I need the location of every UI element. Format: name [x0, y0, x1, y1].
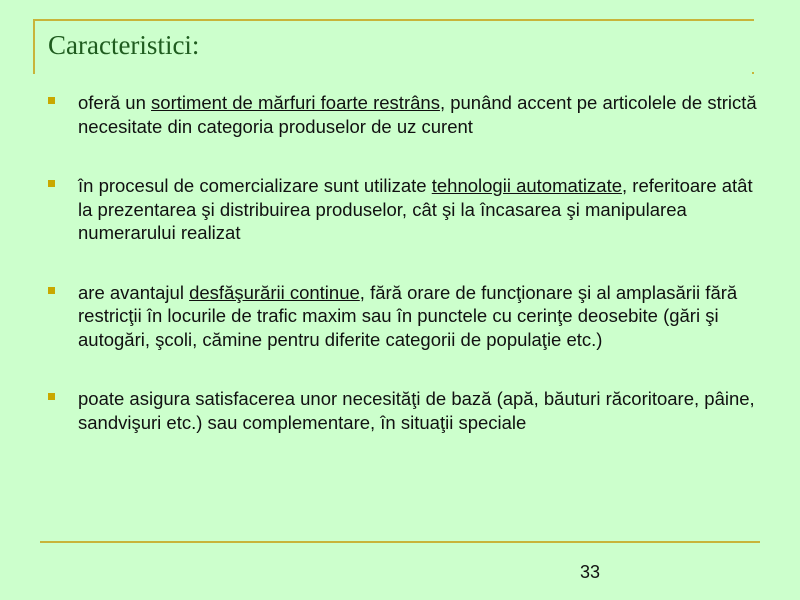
- slide-title: Caracteristici:: [48, 30, 200, 60]
- bullet-item-1: [48, 91, 760, 138]
- bullet-text-before: oferă un: [78, 92, 152, 113]
- bullet-text-after: , referitoare atât la prezentarea şi distribuirea produselor, cât şi la încasarea şi manipularea numerarului realizat: [78, 175, 753, 243]
- title-frame-dot: [752, 72, 754, 74]
- bullet-text-before: poate asigura satisfacerea unor necesităţi de bază (apă, băuturi răcoritoare, pâine, sandvişuri etc.) sau complementare, în situaţii speciale: [78, 388, 755, 433]
- title-frame-left-line: [33, 19, 35, 74]
- bullet-text-underlined: desfăşurării continue: [189, 281, 360, 303]
- square-bullet-icon: [48, 97, 55, 104]
- square-bullet-icon: [48, 287, 55, 294]
- bullet-text-underlined: sortiment de mărfuri foarte restrâns: [151, 92, 440, 113]
- bullet-text-after: , fără orare de funcţionare şi al amplasării fără restricţii în locurile de trafic maxim sau în punctele cu cerinţe deosebite (gări şi autogări, şcoli, cămine pentru diferite categorii de populaţie etc.): [78, 281, 738, 350]
- square-bullet-icon: [48, 180, 55, 187]
- bullet-text-before: are avantajul: [78, 281, 190, 303]
- bullet-item-2: [48, 174, 760, 245]
- bullet-text-before: în procesul de comercializare sunt utilizate: [78, 175, 432, 196]
- bullet-list: [48, 91, 760, 470]
- square-bullet-icon: [48, 393, 55, 400]
- page-number: 33: [580, 562, 601, 582]
- bullet-item-4: [48, 387, 760, 434]
- bullet-text-after: , punând accent pe articolele de strictă necesitate din categoria produselor de uz curent: [78, 92, 757, 137]
- bullet-item-3: [48, 281, 760, 352]
- bullet-text-underlined: tehnologii automatizate: [431, 175, 623, 196]
- title-frame-top-line: [33, 19, 754, 21]
- footer-rule: [40, 541, 760, 543]
